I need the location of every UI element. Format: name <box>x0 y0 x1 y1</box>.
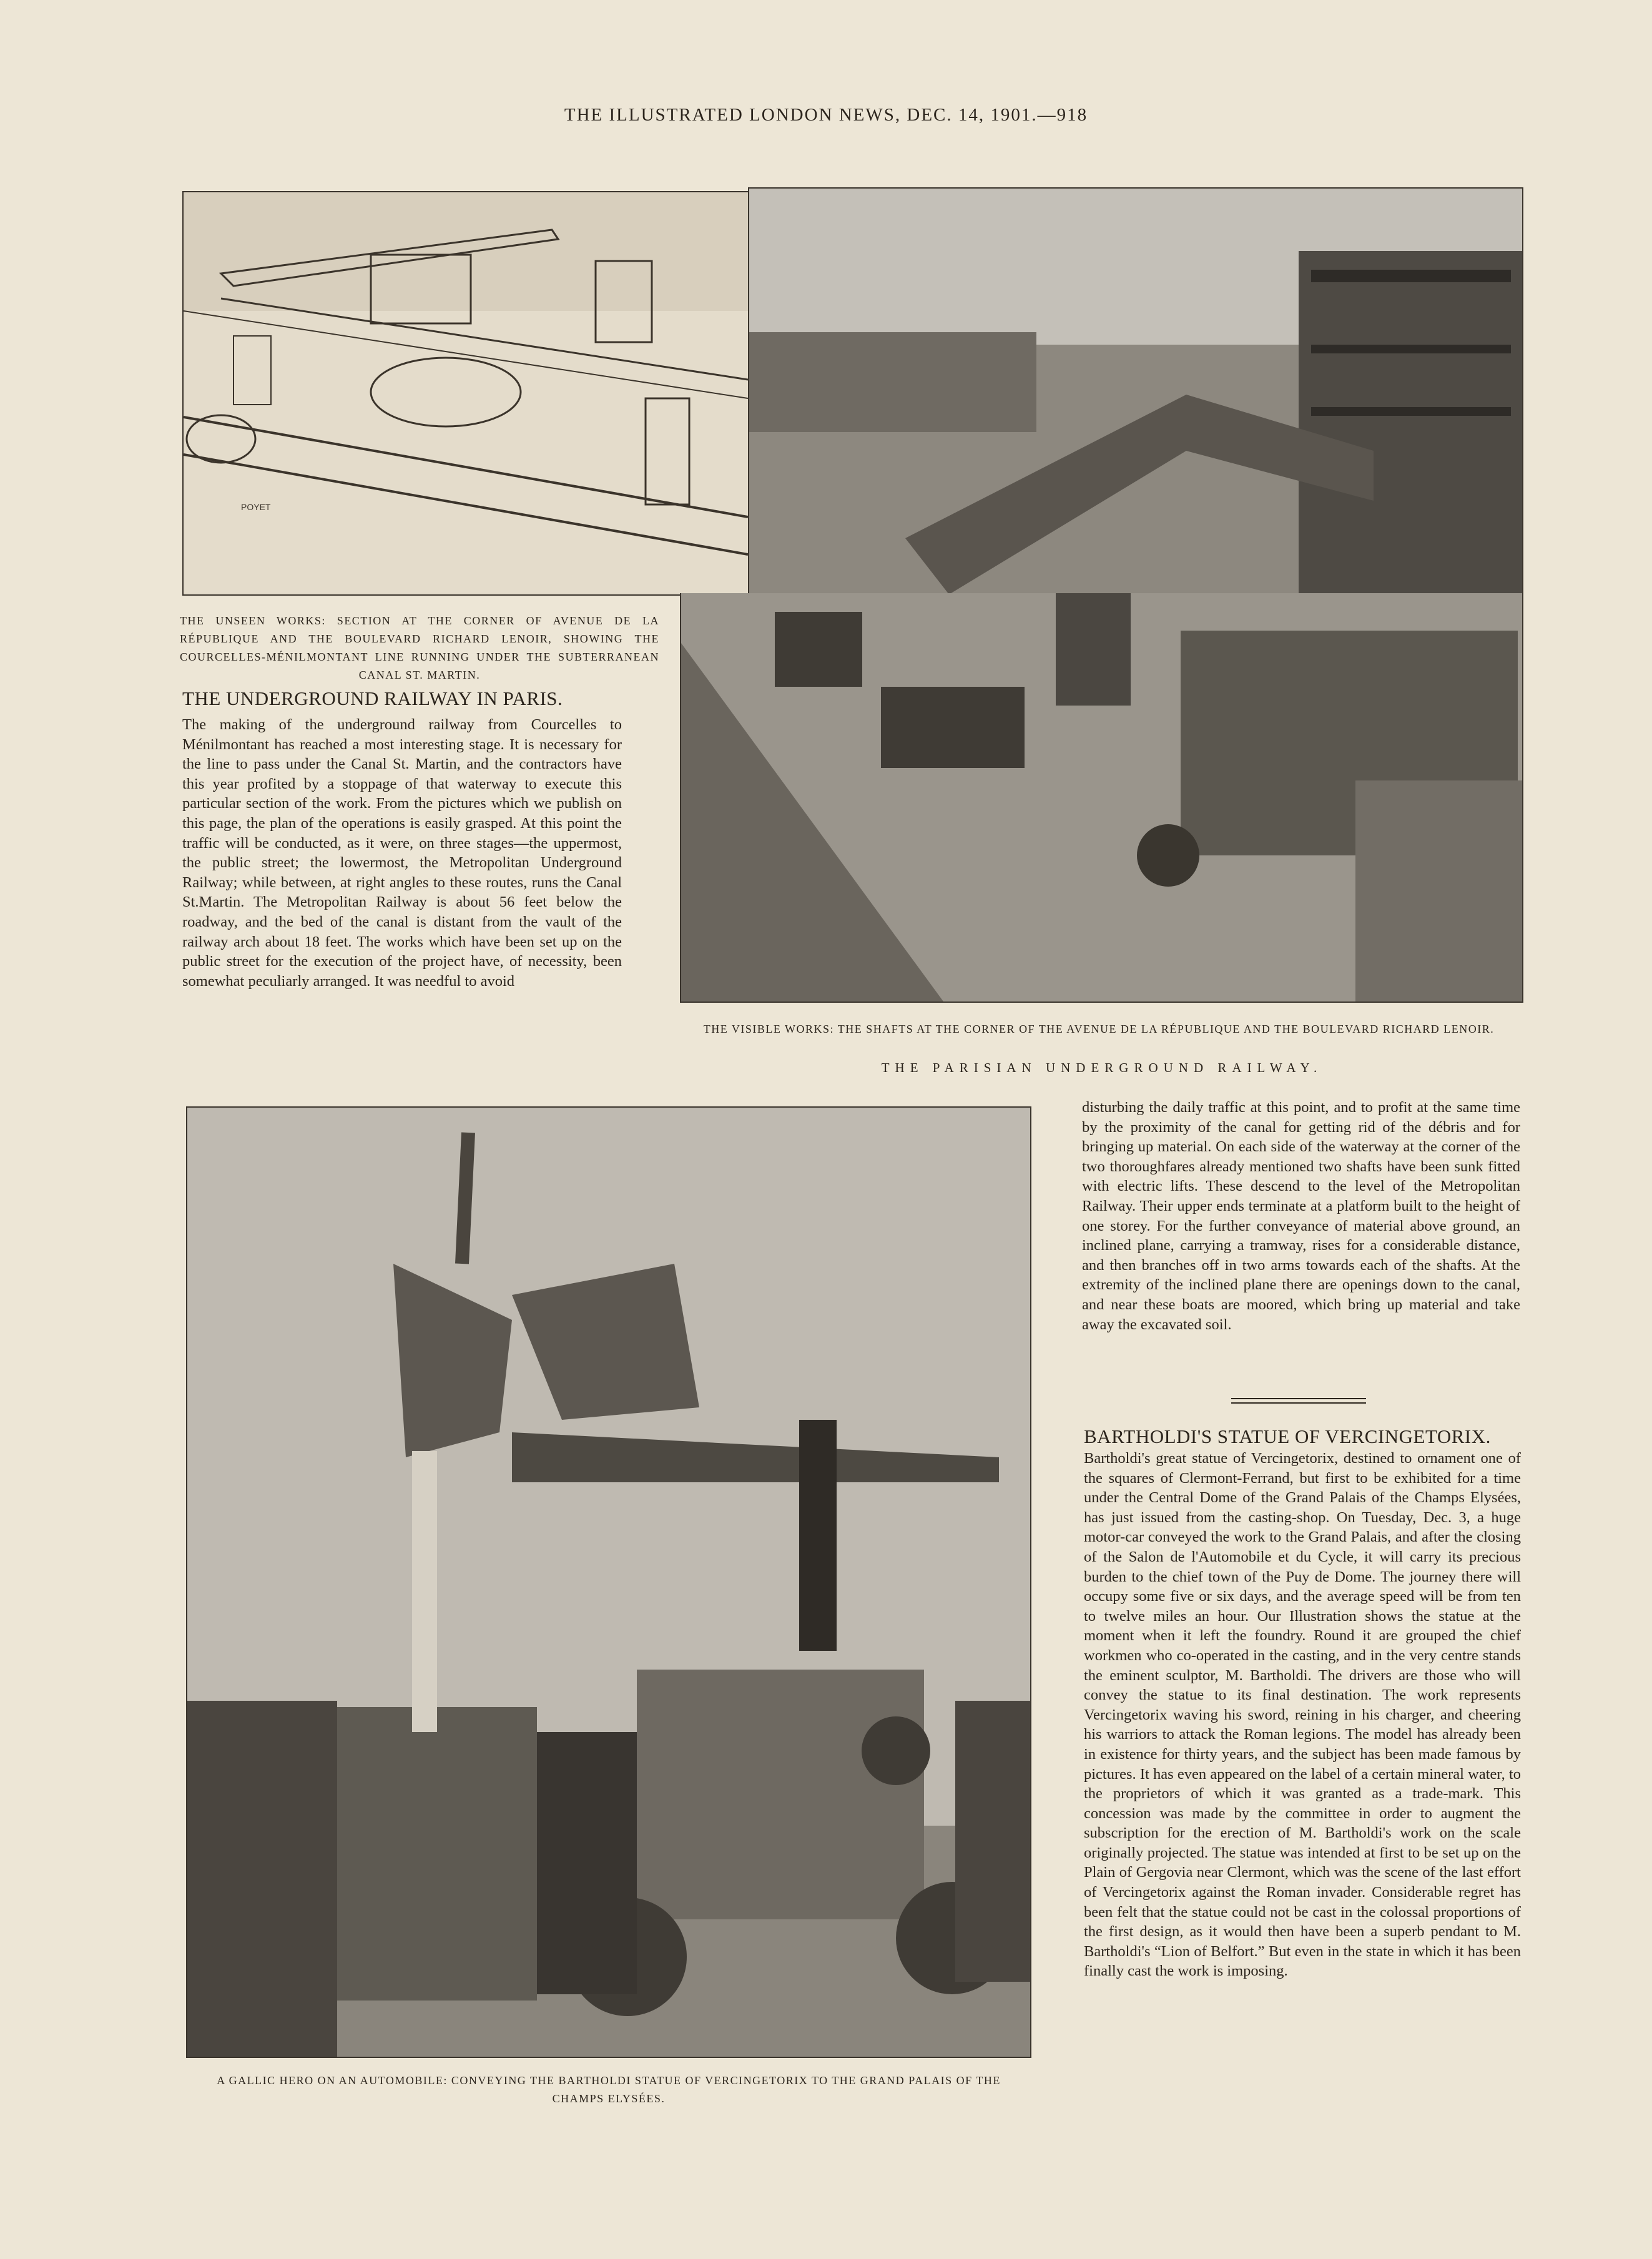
underground-article-body: The making of the underground railway from Courcelles to Ménilmontant has reached a most interesting stage. It is necessary for the line to pass under the Canal St. Martin, and the contractors have this year profited by a stoppage of that waterway to execute this particular section of the work. From the pictures which we publish on this page, the plan of the operations is easily grasped. At this point the traffic will be conducted, as it were, on three stages—the uppermost, the public street; the lowermost, the Metropolitan Underground Railway; while between, at right angles to these routes, runs the Canal St.Martin. The Metropolitan Railway is about 56 feet below the roadway, and the bed of the canal is distant from the vault of the railway arch about 18 feet. The works which have been set up on the public street for the execution of the project have, of necessity, been somewhat peculiarly arranged. It was needful to avoid <box>182 716 622 990</box>
unseen-works-drawing <box>182 191 749 596</box>
gallic-hero-caption: A GALLIC HERO ON AN AUTOMOBILE: CONVEYING THE BARTHOLDI STATUE OF VERCINGETORIX TO THE GRAND PALAIS OF THE CHAMPS ELYSÉES. <box>217 2074 1001 2105</box>
unseen-works-caption: THE UNSEEN WORKS: SECTION AT THE CORNER OF AVENUE DE LA RÉPUBLIQUE AND THE BOULEVARD RICHARD LENOIR, SHOWING THE COURCELLES-MÉNILMONTANT LINE RUNNING UNDER THE SUBTERRANEAN CANAL ST. MARTIN. <box>180 614 659 681</box>
visible-works-photo-lower <box>680 593 1523 1003</box>
underground-article-heading: THE UNDERGROUND RAILWAY IN PARIS. <box>182 687 563 709</box>
vercingetorix-article-body: Bartholdi's great statue of Vercingetorix, destined to ornament one of the squares of Clermont-Ferrand, but first to be exhibited for a time under the Central Dome of the Grand Palais of the Champs Elysées, has just issued from the casting-shop. On Tuesday, Dec. 3, a huge motor-car conveyed the work to the Grand Palais, and after the closing of the Salon de l'Automobile et du Cycle, it will carry its precious burden to the chief town of the Puy de Dome. The journey there will occupy some five or six days, and the average speed will be from ten to twelve miles an hour. Our Illustration shows the statue at the moment when it left the foundry. Round it are grouped the chief workmen who co-operated in the casting, and in the very centre stands the eminent sculptor, M. Bartholdi. The drivers are those who will convey the statue to its final destination. The work represents Vercingetorix waving his sword, reining in his charger, and cheering his warriors to attack the Roman legions. The model has already been in existence for thirty years, and the subject has been made famous by pictures. It has even appeared on the label of a certain mineral water, to the proprietors of which it was granted as a trade-mark. This concession was made by the committee in order to augment the subscription for the erection of M. Bartholdi's work on the scale originally projected. The statue was intended at first to be set up on the Plain of Gergovia near Clermont, which was the scene of the last effort of Vercingetorix against the Roman invader. Considerable regret has been felt that the statue could not be cast in the colossal proportions of the first design, as it would then have been a superb pendant to M. Bartholdi's “Lion of Belfort.” But even in the state in which it has been finally cast the work is imposing. <box>1084 1450 1521 1980</box>
section-divider-bottom <box>1231 1402 1366 1404</box>
visible-works-caption: THE VISIBLE WORKS: THE SHAFTS AT THE CORNER OF THE AVENUE DE LA RÉPUBLIQUE AND THE BOULEVARD RICHARD LENOIR. <box>703 1023 1495 1035</box>
gallic-hero-photo <box>186 1106 1031 2058</box>
artist-signature: POYET <box>241 502 271 512</box>
underground-article-continuation: disturbing the daily traffic at this point, and to profit at the same time by the proximity of the canal for getting rid of the débris and for bringing up material. On each side of the waterway at the corner of the two thoroughfares already mentioned two shafts have been sunk fitted with electric lifts. These descend to the level of the Metropolitan Railway. Their upper ends terminate at a platform built to the height of one storey. For the further conveyance of material above ground, an inclined plane, carrying a tramway, rises for a considerable distance, and then branches off in two arms towards each of the shafts. At the extremity of the inclined plane there are openings down to the canal, and near these boats are moored, which bring up material and take away the excavated soil. <box>1082 1099 1520 1333</box>
section-divider-top <box>1231 1398 1366 1399</box>
vercingetorix-article-heading: BARTHOLDI'S STATUE OF VERCINGETORIX. <box>1084 1425 1491 1447</box>
masthead: THE ILLUSTRATED LONDON NEWS, DEC. 14, 1901.—918 <box>564 105 1088 125</box>
visible-works-photo <box>748 187 1523 596</box>
series-title: THE PARISIAN UNDERGROUND RAILWAY. <box>881 1060 1323 1075</box>
